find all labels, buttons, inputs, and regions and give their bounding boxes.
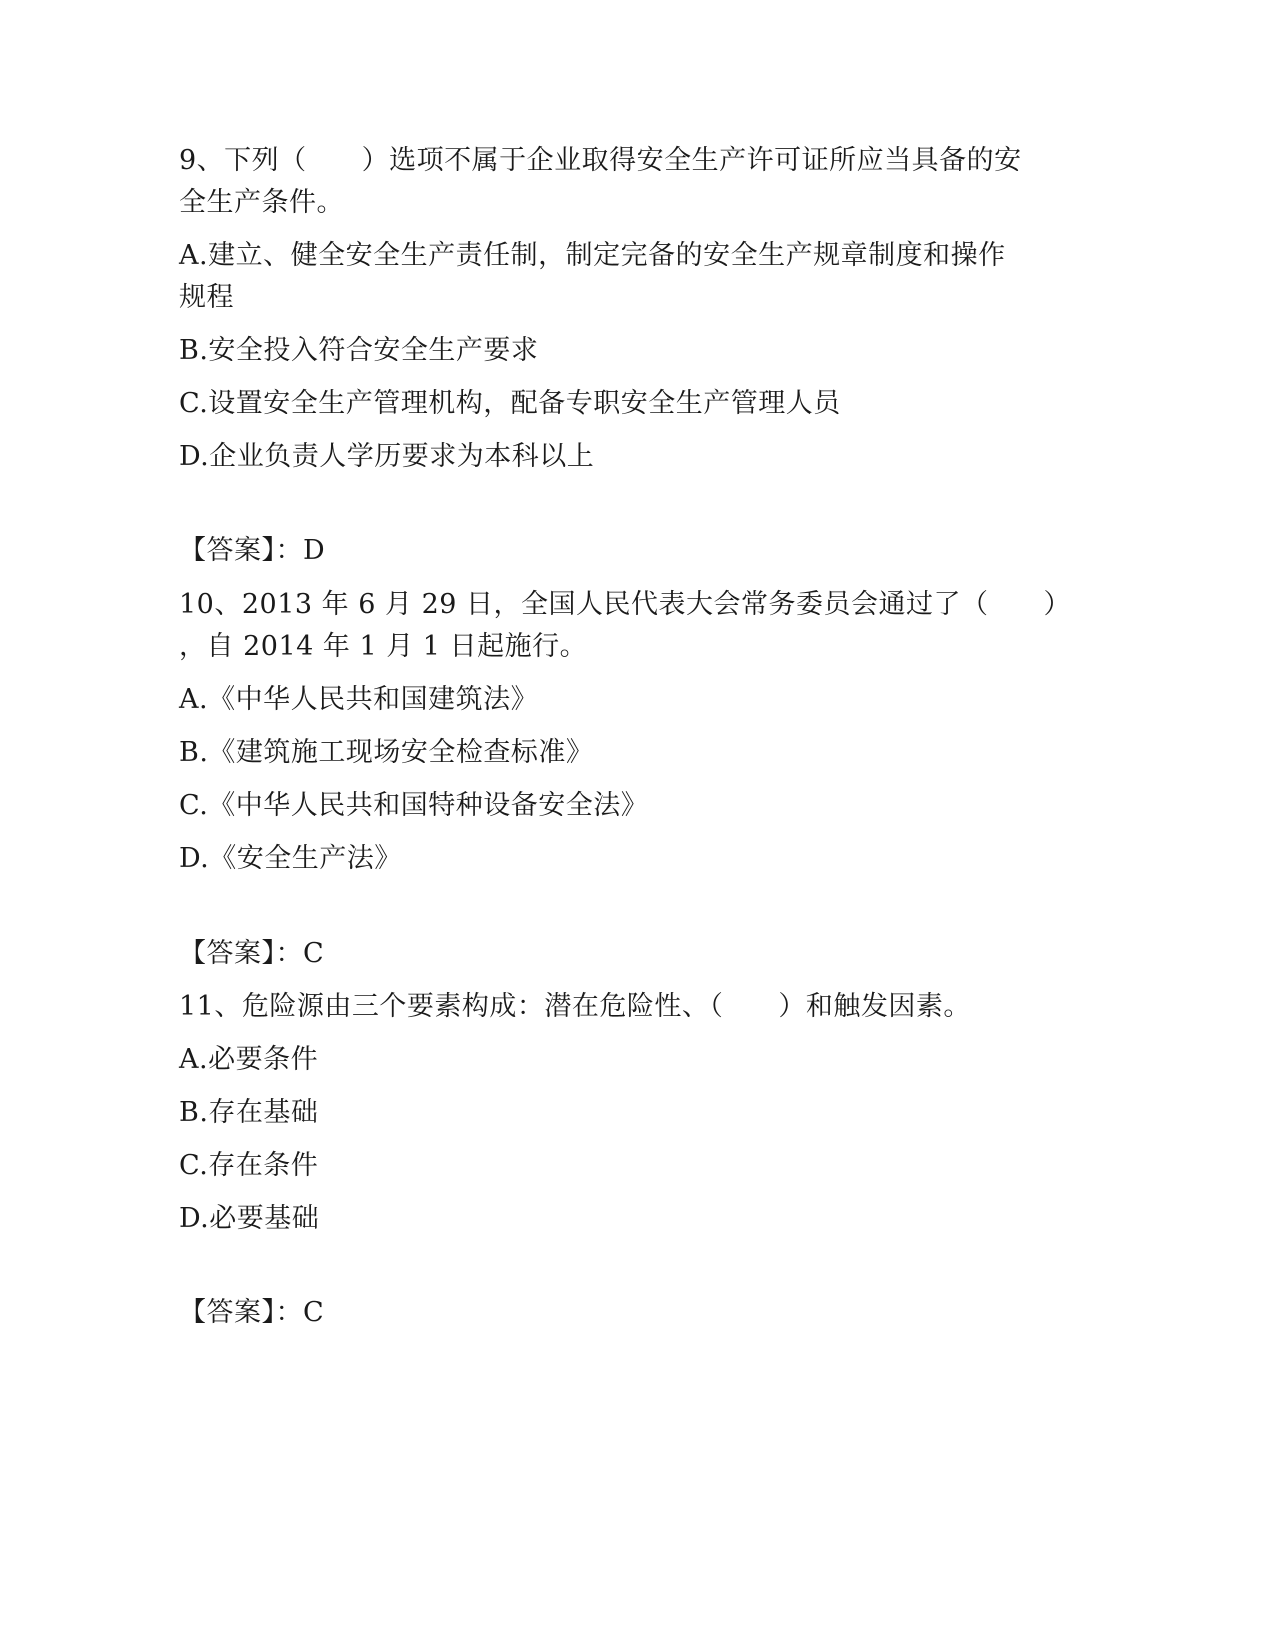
option-d: D.必要基础	[179, 1203, 320, 1234]
answer-label: 【答案】：C	[179, 938, 325, 969]
option-c: C.《中华人民共和国特种设备安全法》	[179, 790, 649, 821]
option-a: A.必要条件	[179, 1044, 319, 1075]
option-a: A.建立、健全安全生产责任制，制定完备的安全生产规章制度和操作	[179, 240, 1006, 271]
option-c: C.设置安全生产管理机构，配备专职安全生产管理人员	[179, 388, 841, 419]
option-d: D.企业负责人学历要求为本科以上	[179, 441, 595, 472]
option-d: D.《安全生产法》	[179, 843, 402, 874]
option-b: B.存在基础	[179, 1097, 319, 1128]
question-stem: ，自 2014 年 1 月 1 日起施行。	[179, 631, 588, 662]
question-stem: 9、下列（ ）选项不属于企业取得安全生产许可证所应当具备的安	[179, 145, 1022, 176]
question-stem: 10、2013 年 6 月 29 日，全国人民代表大会常务委员会通过了（ ）	[179, 589, 1072, 620]
option-a-continued: 规程	[179, 282, 234, 313]
option-b: B.《建筑施工现场安全检查标准》	[179, 737, 594, 768]
option-b: B.安全投入符合安全生产要求	[179, 335, 539, 366]
question-stem: 11、危险源由三个要素构成：潜在危险性、（ ）和触发因素。	[179, 991, 971, 1022]
answer-label: 【答案】：D	[179, 535, 326, 566]
option-a: A.《中华人民共和国建筑法》	[179, 684, 539, 715]
option-c: C.存在条件	[179, 1150, 319, 1181]
answer-label: 【答案】：C	[179, 1297, 325, 1328]
question-stem: 全生产条件。	[179, 187, 344, 218]
